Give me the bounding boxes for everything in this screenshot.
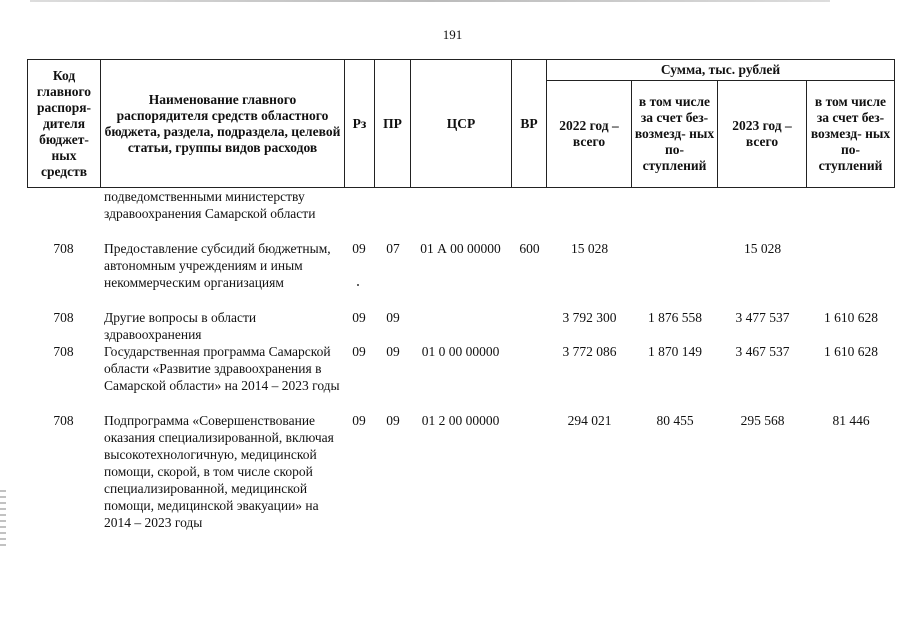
row-name: подведомственными министерству здравоохранения Самарской области	[104, 189, 316, 221]
row-2023-total: 15 028	[743, 241, 782, 256]
page-number: 191	[442, 27, 463, 42]
row-rz: 09	[352, 413, 366, 428]
row-rz: 09	[352, 310, 366, 325]
row-csr: 01 2 00 00000	[421, 413, 500, 428]
row-2023-total: 295 568	[740, 413, 785, 428]
row-name: Государственная программа Самарской области «Развитие здравоохранения в Самарской области» на 2014 – 2023 годы	[104, 344, 340, 393]
header-code: Код главного распоря- дителя бюджет- ных средств	[28, 60, 101, 188]
row-2023-free: 1 610 628	[824, 344, 878, 359]
row-2023-free: 1 610 628	[824, 310, 878, 325]
row-code: 708	[53, 413, 74, 428]
header-2023-total: 2023 год – всего	[718, 81, 807, 188]
row-2022-total: 3 792 300	[562, 310, 617, 325]
row-pr: 09	[386, 413, 400, 428]
row-2022-total: 294 021	[567, 413, 612, 428]
row-2023-total: 3 467 537	[735, 344, 790, 359]
row-pr: 09	[386, 344, 400, 359]
row-code: 708	[53, 344, 74, 359]
row-name: Другие вопросы в области здравоохранения	[104, 310, 257, 342]
row-name: Предоставление субсидий бюджетным, автономным учреждениям и иным некоммерческим организациям	[104, 241, 331, 290]
header-csr: ЦСР	[411, 60, 512, 188]
row-pr: 09	[386, 310, 400, 325]
row-2022-free: 1 870 149	[648, 344, 702, 359]
row-vr: 600	[519, 241, 540, 256]
header-sum: Сумма, тыс. рублей	[547, 60, 895, 81]
header-2022-free: в том числе за счет без- возмезд- ных по- ступлений	[632, 81, 718, 188]
header-2023-free: в том числе за счет без- возмезд- ных по- ступлений	[807, 81, 895, 188]
row-2023-free: 81 446	[832, 413, 870, 428]
scan-dot	[357, 284, 359, 286]
row-name: Подпрограмма «Совершенствование оказания специализированной, включая высокотехнологичную, медицинской помощи, скорой, в том числе скорой специализированной, медицинской помощи, медицинской эвакуации» на 2014 – 2023 годы	[104, 413, 334, 530]
row-rz: 09	[352, 344, 366, 359]
header-2022-total: 2022 год – всего	[547, 81, 632, 188]
header-vr: ВР	[512, 60, 547, 188]
scan-top-edge	[30, 0, 830, 2]
table-header	[27, 59, 895, 188]
row-rz: 09	[352, 241, 366, 256]
row-2023-total: 3 477 537	[735, 310, 790, 325]
row-csr: 01 0 00 00000	[421, 344, 500, 359]
header-name: Наименование главного распорядителя средств областного бюджета, раздела, подраздела, целевой статьи, группы видов расходов	[101, 60, 345, 188]
row-2022-free: 1 876 558	[648, 310, 702, 325]
row-code: 708	[53, 310, 74, 325]
row-2022-total: 3 772 086	[562, 344, 617, 359]
row-pr: 07	[386, 241, 400, 256]
row-csr: 01 А 00 00000	[420, 241, 501, 256]
row-2022-total: 15 028	[570, 241, 609, 256]
row-2022-free: 80 455	[656, 413, 694, 428]
scan-margin-mark	[0, 490, 6, 550]
header-rz: Рз	[345, 60, 375, 188]
row-code: 708	[53, 241, 74, 256]
header-pr: ПР	[375, 60, 411, 188]
